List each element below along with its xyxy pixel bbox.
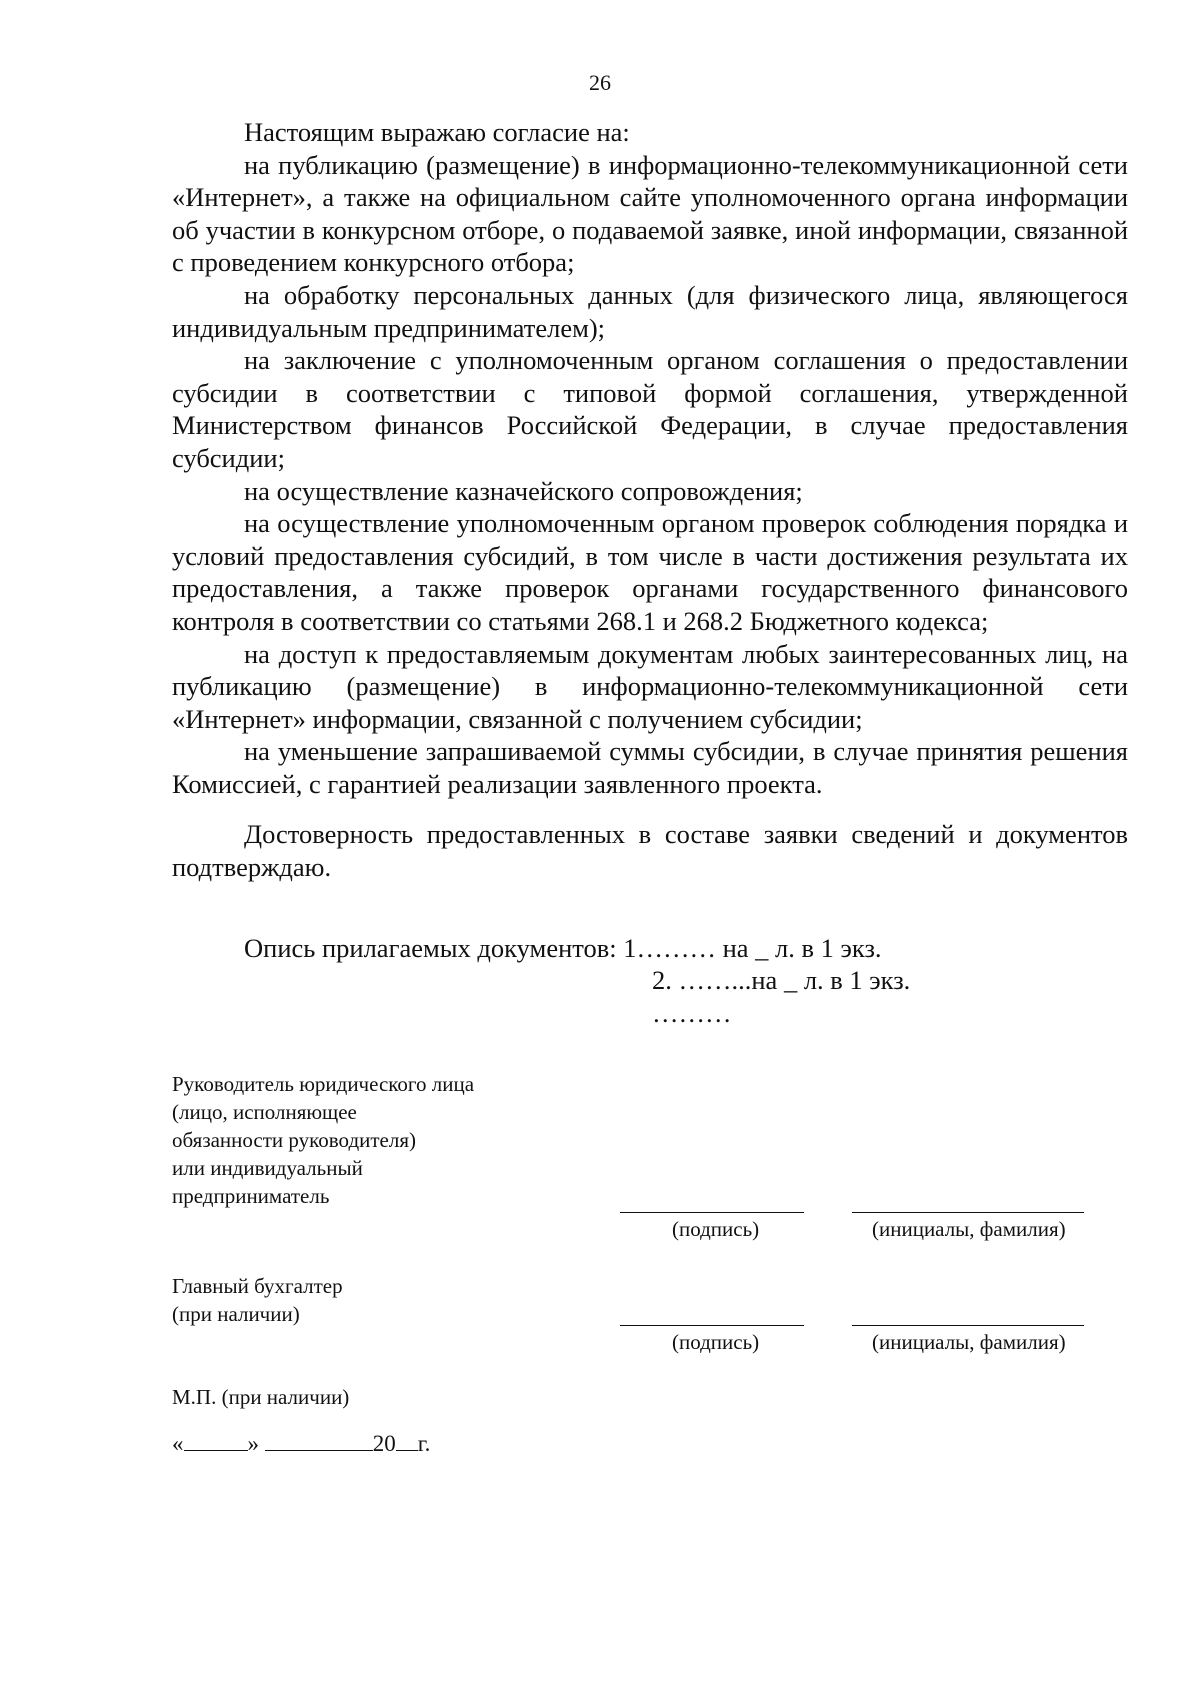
accountant-name-caption: (инициалы, фамилия): [872, 1330, 1066, 1354]
page-number: 26: [589, 70, 611, 95]
month-blank[interactable]: [265, 1430, 373, 1451]
inventory-line-1: Опись прилагаемых документов: 1……… на _ л. в 1 экз.: [244, 933, 882, 963]
accountant-name-line[interactable]: [852, 1325, 1084, 1326]
consent-text: [172, 116, 1128, 884]
head-label-line: предприниматель: [172, 1184, 330, 1208]
date-field: [172, 1430, 430, 1457]
consent-item-treasury: на осуществление казначейского сопровождения;: [244, 475, 803, 506]
accountant-label-line: Главный бухгалтер: [172, 1274, 343, 1298]
consent-item-publication: на публикацию (размещение) в информационно-телекоммуникационной сети «Интернет», а также на официальном сайте уполномоченного органа информации об участии в конкурсном отборе, о подаваемой заявке, иной информации, связанной с проведением конкурсного отбора;: [172, 149, 1128, 278]
accountant-signature-caption: (подпись): [672, 1330, 760, 1354]
head-label-line: или индивидуальный: [172, 1156, 363, 1180]
inventory-line-2: 2. ……...на _ л. в 1 экз.: [652, 965, 911, 995]
head-label-line: обязанности руководителя): [172, 1128, 417, 1152]
consent-item-agreement: на заключение с уполномоченным органом соглашения о предоставлении субсидии в соответствии с типовой формой соглашения, утвержденной Министерством финансов Российской Федерации, в случае предоставления субсидии;: [172, 345, 1128, 473]
year-blank[interactable]: [396, 1430, 418, 1451]
stamp-placeholder: М.П. (при наличии): [172, 1385, 350, 1409]
head-signatory-label: [172, 1070, 474, 1210]
head-label-line: Руководитель юридического лица: [172, 1072, 475, 1096]
consent-item-personal-data: на обработку персональных данных (для физического лица, являющегося индивидуальным предпринимателем);: [172, 279, 1128, 343]
consent-item-access: на доступ к предоставляемым документам любых заинтересованных лиц, на публикацию (размещение) в информационно-телекоммуникационной сети «Интернет» информации, связанной с получением субсидии;: [172, 638, 1128, 734]
head-name-line[interactable]: [852, 1212, 1084, 1213]
date-close-quote: »: [247, 1431, 259, 1456]
head-label-line: (лицо, исполняющее: [172, 1100, 357, 1124]
inventory-line-3: ………: [652, 998, 732, 1028]
year-prefix: 20: [372, 1431, 396, 1456]
accountant-signature-line[interactable]: [620, 1325, 804, 1326]
consent-intro: Настоящим выражаю согласие на:: [244, 117, 630, 147]
consent-item-reduction: на уменьшение запрашиваемой суммы субсидии, в случае принятия решения Комиссией, с гарантией реализации заявленного проекта.: [172, 736, 1128, 799]
head-signature-line[interactable]: [620, 1212, 804, 1213]
day-blank[interactable]: [184, 1430, 248, 1451]
accountant-label: [172, 1272, 343, 1328]
year-suffix: г.: [417, 1431, 431, 1456]
confirmation-paragraph: Достоверность предоставленных в составе заявки сведений и документов подтверждаю.: [172, 819, 1128, 883]
head-signature-caption: (подпись): [672, 1217, 760, 1241]
date-open-quote: «: [172, 1431, 184, 1456]
accountant-label-line: (при наличии): [172, 1302, 300, 1326]
consent-item-inspections: на осуществление уполномоченным органом проверок соблюдения порядка и условий предоставления субсидий, в том числе в части достижения результата их предоставления, а также проверок органами государственного финансового контроля в соответствии со статьями 268.1 и 268.2 Бюджетного кодекса;: [172, 508, 1128, 636]
head-name-caption: (инициалы, фамилия): [872, 1217, 1066, 1241]
